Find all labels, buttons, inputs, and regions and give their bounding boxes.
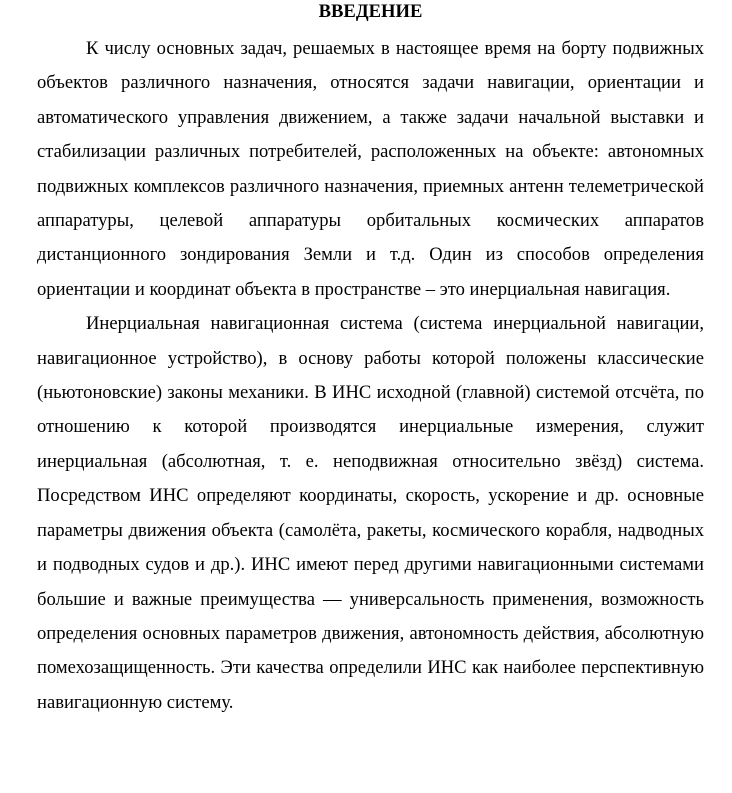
page-title: ВВЕДЕНИЕ [318, 1, 423, 22]
paragraph-1: К числу основных задач, решаемых в настоящее время на борту подвижных объектов различного назначения, относятся задачи навигации, ориентации и автоматического управления движением, а также задачи начальной выставки и стабилизации различных потребителей, расположенных на объекте: автономных подвижных комплексов различного назначения, приемных антенн телеметрической аппаратуры, целевой аппаратуры орбитальных космических аппаратов дистанционного зондирования Земли и т.д. Один из способов определения ориентации и координат объекта в пространстве – это инерциальная навигация. [37, 38, 704, 300]
paragraph-2: Инерциальная навигационная система (система инерциальной навигации, навигационное устройство), в основу работы которой положены классические (ньютоновские) законы механики. В ИНС исходной (главной) системой отсчёта, по отношению к которой производятся инерциальные измерения, служит инерциальная (абсолютная, т. е. неподвижная относительно звёзд) система. Посредством ИНС определяют координаты, скорость, ускорение и др. основные параметры движения объекта (самолёта, ракеты, космического корабля, надводных и подводных судов и др.). ИНС имеют перед другими навигационными системами большие и важные преимущества — универсальность применения, возможность определения основных параметров движения, автономность действия, абсолютную помехозащищенность. Эти качества определили ИНС как наиболее перспективную навигационную систему. [37, 313, 704, 713]
document-page [37, 0, 704, 720]
